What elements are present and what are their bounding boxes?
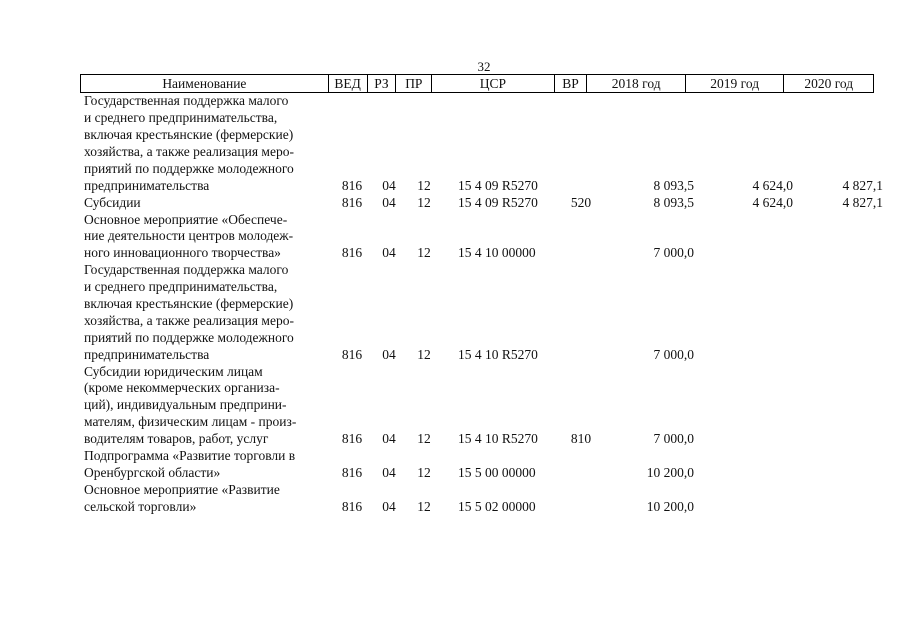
cell-csr: 15 4 09 R5270 <box>458 194 538 210</box>
cell-ved: 816 <box>341 177 363 193</box>
cell-2020: 4 827,1 <box>842 194 883 210</box>
cell-ved: 816 <box>341 245 363 261</box>
row-name: Субсидии юридическим лицам (кроме некоммерческих организа- ций), индивидуальным предприни- мателям, физическим лицам - произ- водителям товаров, работ, услуг <box>84 363 297 447</box>
header-vr: ВР <box>555 75 588 92</box>
row-name: Государственная поддержка малого и среднего предпринимательства, включая крестьянские (фермерские) хозяйства, а также реализация меро- приятий по поддержке молодежного предпринимательства <box>84 262 294 362</box>
cell-2019: 4 624,0 <box>752 194 793 210</box>
cell-csr: 15 4 10 00000 <box>458 245 536 261</box>
page-number: 32 <box>477 59 491 74</box>
header-rz: РЗ <box>368 75 397 92</box>
cell-rz: 04 <box>382 245 396 261</box>
cell-rz: 04 <box>382 431 396 447</box>
cell-pr: 12 <box>417 177 431 193</box>
cell-pr: 12 <box>417 346 431 362</box>
cell-vr: 520 <box>570 194 592 210</box>
cell-csr: 15 4 09 R5270 <box>458 177 538 193</box>
cell-ved: 816 <box>341 346 363 362</box>
header-csr: ЦСР <box>432 75 554 92</box>
cell-2018: 10 200,0 <box>646 464 694 480</box>
cell-2018: 8 093,5 <box>653 194 694 210</box>
cell-ved: 816 <box>341 498 363 514</box>
table-header <box>80 74 874 93</box>
cell-csr: 15 4 10 R5270 <box>458 346 538 362</box>
cell-rz: 04 <box>382 194 396 210</box>
cell-pr: 12 <box>417 245 431 261</box>
cell-pr: 12 <box>417 498 431 514</box>
cell-2020: 4 827,1 <box>842 177 883 193</box>
header-pr: ПР <box>396 75 432 92</box>
cell-pr: 12 <box>417 431 431 447</box>
cell-rz: 04 <box>382 177 396 193</box>
cell-2019: 4 624,0 <box>752 177 793 193</box>
cell-ved: 816 <box>341 431 363 447</box>
cell-2018: 7 000,0 <box>653 431 694 447</box>
cell-ved: 816 <box>341 194 363 210</box>
cell-vr: 810 <box>570 431 592 447</box>
cell-rz: 04 <box>382 464 396 480</box>
header-2020: 2020 год <box>784 75 874 92</box>
cell-pr: 12 <box>417 194 431 210</box>
cell-rz: 04 <box>382 498 396 514</box>
header-ved: ВЕД <box>329 75 368 92</box>
row-name: Государственная поддержка малого и среднего предпринимательства, включая крестьянские (фермерские) хозяйства, а также реализация меро- приятий по поддержке молодежного предпринимательства <box>84 93 294 193</box>
header-name: Наименование <box>81 75 329 92</box>
cell-rz: 04 <box>382 346 396 362</box>
cell-csr: 15 4 10 R5270 <box>458 431 538 447</box>
header-2019: 2019 год <box>686 75 785 92</box>
cell-2018: 10 200,0 <box>646 498 694 514</box>
row-name: Основное мероприятие «Обеспече- ние деятельности центров молодеж- ного инновационного творчества» <box>84 211 294 261</box>
cell-2018: 7 000,0 <box>653 245 694 261</box>
cell-pr: 12 <box>417 464 431 480</box>
cell-ved: 816 <box>341 464 363 480</box>
cell-csr: 15 5 00 00000 <box>458 464 536 480</box>
row-name: Основное мероприятие «Развитие сельской торговли» <box>84 482 280 514</box>
cell-csr: 15 5 02 00000 <box>458 498 536 514</box>
row-name: Субсидии <box>84 194 141 210</box>
header-2018: 2018 год <box>587 75 686 92</box>
cell-2018: 8 093,5 <box>653 177 694 193</box>
cell-2018: 7 000,0 <box>653 346 694 362</box>
row-name: Подпрограмма «Развитие торговли в Оренбургской области» <box>84 448 296 480</box>
